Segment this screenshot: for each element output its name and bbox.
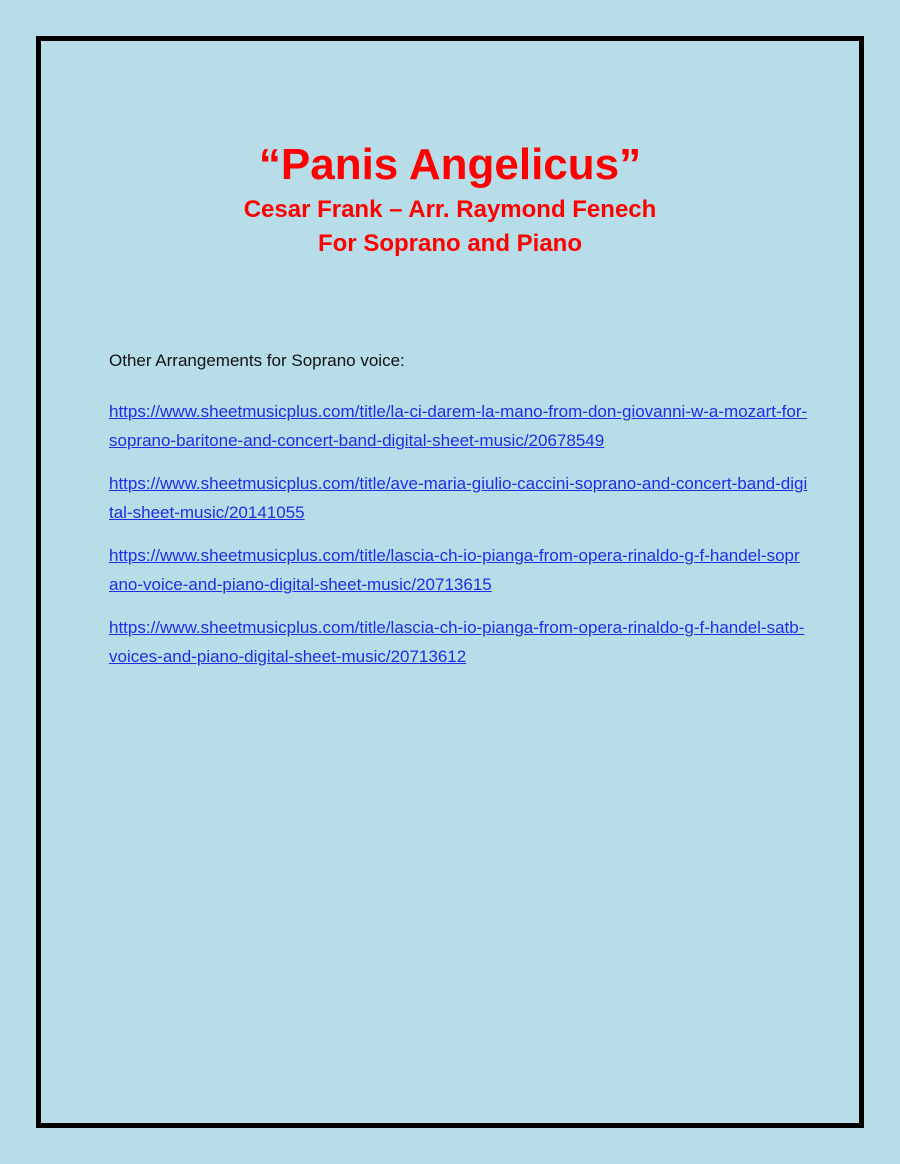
other-arrangements-heading: Other Arrangements for Soprano voice: [109,351,405,370]
arrangement-link-ave-maria[interactable]: https://www.sheetmusicplus.com/title/ave-maria-giulio-caccini-soprano-and-concert-band-digital-sheet-music/20141055 [109,474,808,522]
arrangement-links-list [109,397,809,685]
arrangement-link-lascia-soprano-piano[interactable]: https://www.sheetmusicplus.com/title/lascia-ch-io-pianga-from-opera-rinaldo-g-f-handel-soprano-voice-and-piano-digital-sheet-music/20713615 [109,546,800,594]
page-border [36,36,864,1128]
arrangement-link-lascia-satb-piano[interactable]: https://www.sheetmusicplus.com/title/lascia-ch-io-pianga-from-opera-rinaldo-g-f-handel-satb-voices-and-piano-digital-sheet-music/20713612 [109,618,805,666]
title-block [41,137,859,261]
scoring-line: For Soprano and Piano [317,230,582,257]
page-title: “Panis Angelicus” [258,140,642,189]
arrangement-link-la-ci-darem[interactable]: https://www.sheetmusicplus.com/title/la-ci-darem-la-mano-from-don-giovanni-w-a-mozart-for-soprano-baritone-and-concert-band-digital-sheet-music/20678549 [109,402,808,450]
composer-line: Cesar Frank – Arr. Raymond Fenech [243,196,657,223]
